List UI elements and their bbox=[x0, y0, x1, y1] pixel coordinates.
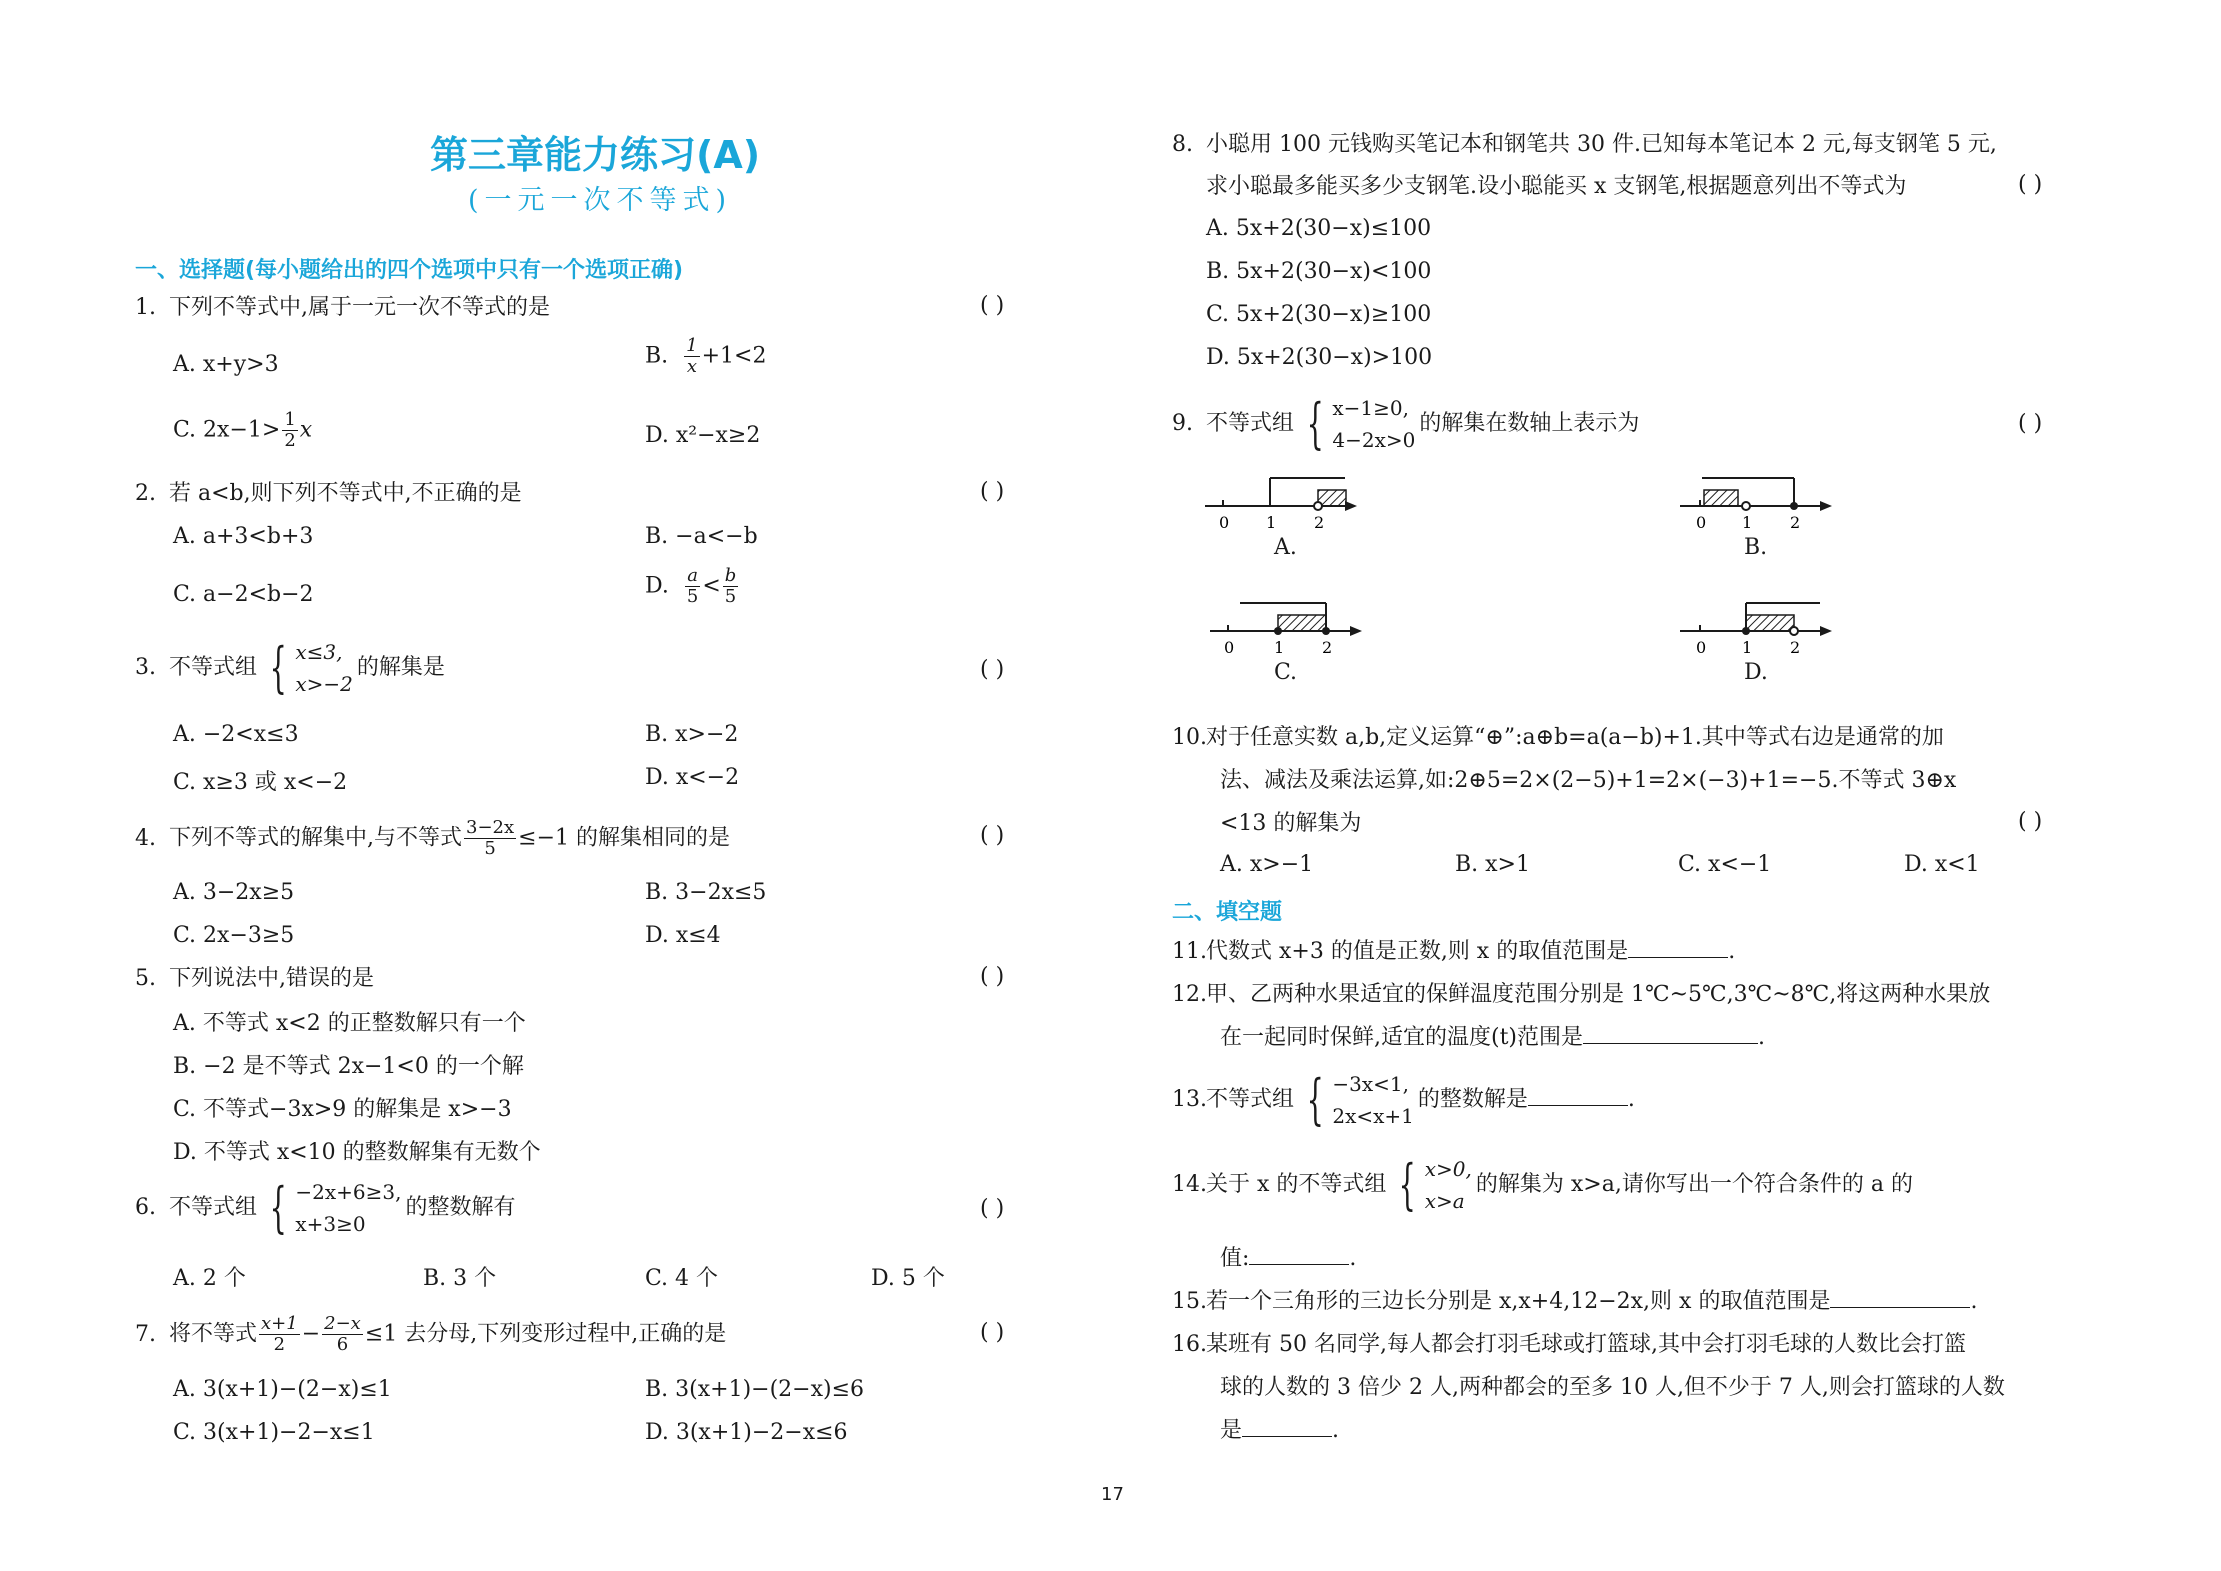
question-3: 3. 不等式组 { x≤3, x>−2 的解集是 bbox=[135, 636, 445, 699]
question-16-line2: 球的人数的 3 倍少 2 人,两种都会的至多 10 人,但不少于 7 人,则会打篮球的人数 bbox=[1220, 1375, 2005, 1400]
question-5: 5. 下列说法中,错误的是 bbox=[135, 966, 374, 991]
question-8-line2: 求小聪最多能买多少支钢笔.设小聪能买 x 支钢笔,根据题意列出不等式为 bbox=[1206, 174, 1907, 199]
answer-blank[interactable] bbox=[1249, 1263, 1349, 1265]
answer-blank[interactable] bbox=[1528, 1104, 1628, 1106]
question-10-line3: <13 的解集为 bbox=[1220, 811, 1362, 836]
option-d: D. 3(x+1)−2−x≤6 bbox=[645, 1420, 848, 1445]
option-a: A. 不等式 x<2 的正整数解只有一个 bbox=[173, 1011, 526, 1036]
answer-paren: ( ) bbox=[980, 293, 1005, 318]
answer-paren: ( ) bbox=[980, 1320, 1005, 1345]
number-line-option-b bbox=[1670, 470, 1890, 560]
option-c: C. 不等式−3x>9 的解集是 x>−3 bbox=[173, 1097, 512, 1122]
question-15: 15.若一个三角形的三边长分别是 x,x+4,12−2x,则 x 的取值范围是 . bbox=[1172, 1289, 1978, 1314]
question-16-line3: 是 . bbox=[1220, 1418, 1340, 1443]
answer-paren: ( ) bbox=[980, 657, 1005, 682]
diagram-label-b: B. bbox=[1744, 535, 1768, 560]
option-c: C. 2x−1> $\frac{1}{2}$ x bbox=[173, 409, 313, 451]
option-c: C. 5x+2(30−x)≥100 bbox=[1206, 302, 1432, 327]
diagram-label-a: A. bbox=[1274, 535, 1297, 560]
section-heading-fill: 二、填空题 bbox=[1172, 900, 1283, 925]
tick-label: 1 bbox=[1742, 638, 1753, 657]
option-a: A. 2 个 bbox=[173, 1266, 246, 1291]
option-d: D. x≤4 bbox=[645, 923, 721, 948]
option-c: C. 2x−3≥5 bbox=[173, 923, 295, 948]
question-14: 14.关于 x 的不等式组 { x>0, x>a 的解集为 x>a,请你写出一个符合条件的 a 的 bbox=[1172, 1153, 1913, 1216]
question-4: 4. 下列不等式的解集中,与不等式 $\frac{3-2x}{5}$ ≤−1 的解集相同的是 bbox=[135, 817, 730, 859]
tick-label: 2 bbox=[1790, 513, 1801, 532]
page-number: 17 bbox=[1101, 1484, 1124, 1505]
question-14-line2: 值: . bbox=[1220, 1246, 1357, 1271]
diagram-label-c: C. bbox=[1274, 660, 1298, 685]
number-line-option-d bbox=[1670, 595, 1890, 685]
option-a: A. 3(x+1)−(2−x)≤1 bbox=[173, 1377, 392, 1402]
tick-label: 2 bbox=[1790, 638, 1801, 657]
question-16: 16.某班有 50 名同学,每人都会打羽毛球或打篮球,其中会打羽毛球的人数比会打篮 bbox=[1172, 1332, 1966, 1357]
option-d: D. 5 个 bbox=[871, 1266, 945, 1291]
tick-label: 0 bbox=[1224, 638, 1235, 657]
question-12-line2: 在一起同时保鲜,适宜的温度(t)范围是 . bbox=[1220, 1025, 1766, 1050]
diagram-label-d: D. bbox=[1744, 660, 1768, 685]
option-b: B. 3(x+1)−(2−x)≤6 bbox=[645, 1377, 865, 1402]
option-d: D. 不等式 x<10 的整数解集有无数个 bbox=[173, 1140, 541, 1165]
answer-paren: ( ) bbox=[980, 823, 1005, 848]
question-11: 11.代数式 x+3 的值是正数,则 x 的取值范围是 . bbox=[1172, 939, 1736, 964]
tick-label: 2 bbox=[1314, 513, 1325, 532]
question-2: 2. 若 a<b,则下列不等式中,不正确的是 bbox=[135, 481, 522, 506]
tick-label: 0 bbox=[1696, 513, 1707, 532]
option-c: C. 4 个 bbox=[645, 1266, 719, 1291]
number-line-option-a bbox=[1195, 470, 1415, 560]
answer-blank[interactable] bbox=[1583, 1042, 1758, 1044]
option-d: D. $\frac{a}{5}$ < $\frac{b}{5}$ bbox=[645, 565, 737, 607]
option-c: C. x<−1 bbox=[1678, 852, 1772, 877]
option-b: B. 3 个 bbox=[423, 1266, 497, 1291]
tick-label: 0 bbox=[1219, 513, 1230, 532]
question-13: 13.不等式组 { −3x<1, 2x<x+1 的整数解是 . bbox=[1172, 1068, 1635, 1131]
option-a: A. x>−1 bbox=[1220, 852, 1314, 877]
question-8: 8. 小聪用 100 元钱购买笔记本和钢笔共 30 件.已知每本笔记本 2 元,每支钢笔 5 元, bbox=[1172, 132, 1997, 157]
option-d: D. x<−2 bbox=[645, 765, 740, 790]
answer-paren: ( ) bbox=[2018, 172, 2043, 197]
option-b: B. $\frac{1}{x}$ +1<2 bbox=[645, 335, 767, 377]
question-10: 10.对于任意实数 a,b,定义运算“⊕”:a⊕b=a(a−b)+1.其中等式右边是通常的加 bbox=[1172, 725, 1944, 750]
page-title: 第三章能力练习(A) bbox=[430, 133, 761, 177]
question-6: 6. 不等式组 { −2x+6≥3, x+3≥0 的整数解有 bbox=[135, 1176, 516, 1239]
option-d: D. x<1 bbox=[1904, 852, 1980, 877]
option-a: A. 5x+2(30−x)≤100 bbox=[1206, 216, 1432, 241]
answer-paren: ( ) bbox=[2018, 809, 2043, 834]
tick-label: 1 bbox=[1266, 513, 1277, 532]
option-b: B. −2 是不等式 2x−1<0 的一个解 bbox=[173, 1054, 524, 1079]
tick-label: 1 bbox=[1742, 513, 1753, 532]
question-9: 9. 不等式组 { x−1≥0, 4−2x>0 的解集在数轴上表示为 bbox=[1172, 392, 1640, 455]
answer-paren: ( ) bbox=[980, 479, 1005, 504]
option-c: C. x≥3 或 x<−2 bbox=[173, 770, 348, 795]
option-b: B. x>1 bbox=[1455, 852, 1530, 877]
section-heading-choice: 一、选择题(每小题给出的四个选项中只有一个选项正确) bbox=[135, 258, 684, 283]
option-a: A. 3−2x≥5 bbox=[173, 880, 295, 905]
option-d: D. 5x+2(30−x)>100 bbox=[1206, 345, 1433, 370]
option-b: B. 5x+2(30−x)<100 bbox=[1206, 259, 1432, 284]
answer-paren: ( ) bbox=[2018, 411, 2043, 436]
tick-label: 0 bbox=[1696, 638, 1707, 657]
option-a: A. −2<x≤3 bbox=[173, 722, 299, 747]
tick-label: 1 bbox=[1274, 638, 1285, 657]
answer-paren: ( ) bbox=[980, 964, 1005, 989]
tick-label: 2 bbox=[1322, 638, 1333, 657]
answer-blank[interactable] bbox=[1830, 1306, 1970, 1308]
question-10-line2: 法、减法及乘法运算,如:2⊕5=2×(2−5)+1=2×(−3)+1=−5.不等式 3⊕x bbox=[1220, 768, 1957, 793]
option-c: C. 3(x+1)−2−x≤1 bbox=[173, 1420, 375, 1445]
answer-blank[interactable] bbox=[1628, 956, 1728, 958]
page-subtitle: (一元一次不等式) bbox=[468, 185, 733, 216]
question-7: 7. 将不等式 $\frac{x+1}{2}$ − $\frac{2-x}{6}$ ≤1 去分母,下列变形过程中,正确的是 bbox=[135, 1313, 727, 1355]
number-line-option-c bbox=[1200, 595, 1420, 685]
option-b: B. x>−2 bbox=[645, 722, 739, 747]
option-c: C. a−2<b−2 bbox=[173, 582, 314, 607]
option-a: A. x+y>3 bbox=[173, 352, 279, 377]
question-1: 1. 下列不等式中,属于一元一次不等式的是 bbox=[135, 295, 550, 320]
option-d: D. x²−x≥2 bbox=[645, 423, 761, 448]
option-b: B. 3−2x≤5 bbox=[645, 880, 767, 905]
answer-blank[interactable] bbox=[1242, 1435, 1332, 1437]
question-12: 12.甲、乙两种水果适宜的保鲜温度范围分别是 1℃~5℃,3℃~8℃,将这两种水果放 bbox=[1172, 982, 1991, 1007]
answer-paren: ( ) bbox=[980, 1196, 1005, 1221]
option-b: B. −a<−b bbox=[645, 524, 758, 549]
option-a: A. a+3<b+3 bbox=[173, 524, 314, 549]
